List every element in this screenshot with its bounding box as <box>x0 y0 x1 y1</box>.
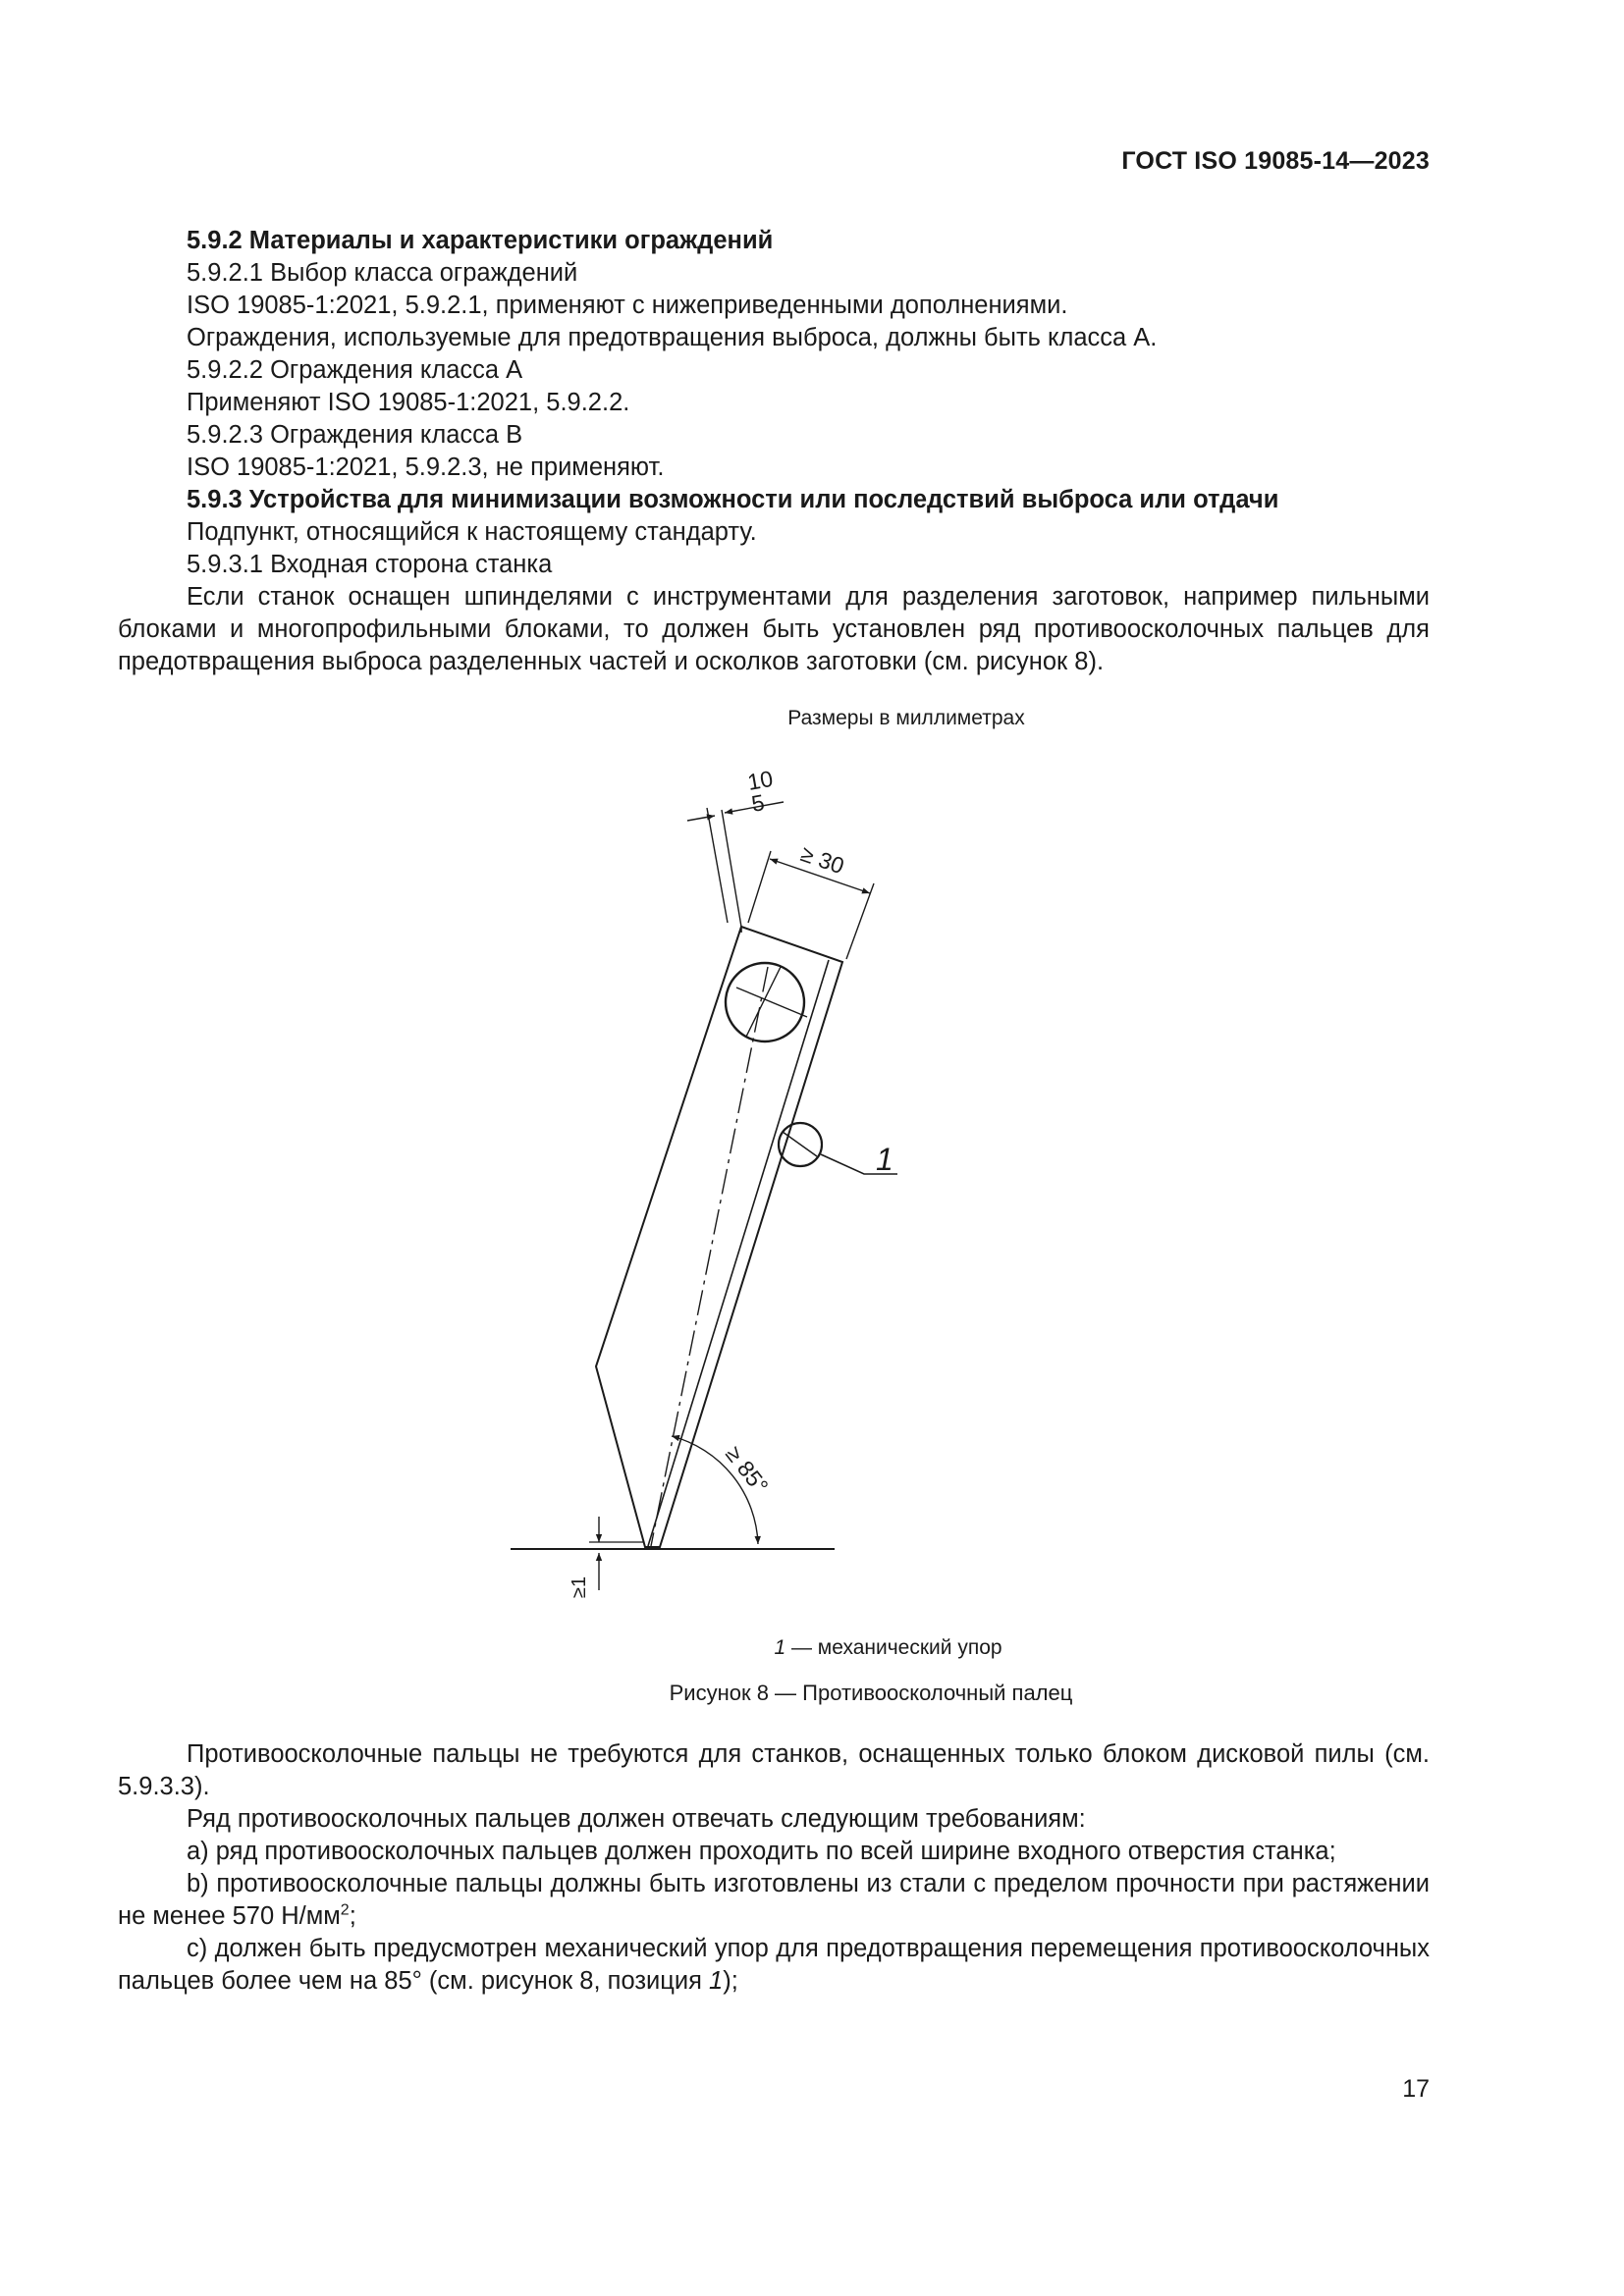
requirements-content <box>118 1738 1430 1998</box>
section-5-9-3-text: Подпункт, относящийся к настоящему стандарту. <box>187 518 757 546</box>
section-5-9-2-1-text-2: Ограждения, используемые для предотвращения выброса, должны быть класса А. <box>187 324 1158 351</box>
page-number: 17 <box>1402 2075 1430 2103</box>
dim-1-label: ≥1 <box>568 1575 590 1598</box>
requirement-item-b-text: b) противоосколочные пальцы должны быть изготовлены из стали с пределом прочности при растяжении не менее 570 Н/мм <box>118 1870 1430 1930</box>
requirement-item-a: a) ряд противоосколочных пальцев должен проходить по всей ширине входного отверстия станка; <box>187 1838 1336 1865</box>
section-5-9-2-1-heading: 5.9.2.1 Выбор класса ограждений <box>187 259 578 287</box>
callout-1-label: 1 <box>876 1142 893 1177</box>
section-5-9-3-1-heading: 5.9.3.1 Входная сторона станка <box>187 551 553 578</box>
requirement-item-c <box>118 1933 1430 1998</box>
section-5-9-2-3-text: ISO 19085-1:2021, 5.9.2.3, не применяют. <box>187 454 665 481</box>
section-5-9-2-content <box>118 225 1430 678</box>
paragraph-requirements-intro: Ряд противоосколочных пальцев должен отвечать следующим требованиям: <box>187 1805 1086 1833</box>
section-5-9-3-heading: 5.9.3 Устройства для минимизации возможности или последствий выброса или отдачи <box>187 486 1279 513</box>
figure-legend <box>0 1636 1624 1660</box>
section-5-9-2-3-heading: 5.9.2.3 Ограждения класса В <box>187 421 523 449</box>
requirement-item-b-end: ; <box>349 1902 356 1930</box>
legend-position-number: 1 <box>774 1636 786 1659</box>
figure-scale-note: Размеры в миллиметрах <box>787 707 1025 729</box>
dim-30-extension-1 <box>748 851 771 923</box>
dim-10-line-left <box>687 816 715 821</box>
pivot-hole <box>726 963 804 1041</box>
legend-description: — механический упор <box>785 1636 1002 1659</box>
dim-30-extension-2 <box>846 883 874 959</box>
requirement-item-c-text: c) должен быть предусмотрен механический упор для предотвращения перемещения противоосколочных пальцев более чем на 85° (см. рисунок 8, позиция <box>118 1935 1430 1995</box>
requirement-item-c-end: ); <box>723 1967 738 1995</box>
section-5-9-2-1-text-1: ISO 19085-1:2021, 5.9.2.1, применяют с нижеприведенными дополнениями. <box>187 292 1068 319</box>
pivot-centerline-v <box>746 967 781 1037</box>
requirement-item-b <box>118 1868 1430 1933</box>
section-5-9-2-2-heading: 5.9.2.2 Ограждения класса А <box>187 356 523 384</box>
paragraph-not-required: Противоосколочные пальцы не требуются для станков, оснащенных только блоком дисковой пилы (см. 5.9.3.3). <box>118 1740 1430 1800</box>
document-header-id: ГОСТ ISO 19085-14—2023 <box>1121 147 1430 175</box>
figure-caption: Рисунок 8 — Противоосколочный палец <box>669 1681 1073 1705</box>
mechanical-stop-chord <box>783 1132 817 1156</box>
requirement-item-b-superscript: 2 <box>340 1901 350 1919</box>
section-5-9-3-1-paragraph: Если станок оснащен шпинделями с инструментами для разделения заготовок, например пильными блоками и многопрофильными блоками, то должен быть установлен ряд противоосколочных пальцев для предотвращения выброса разделенных частей и осколков заготовки (см. рисунок 8). <box>118 583 1430 675</box>
pivot-centerline-h <box>736 988 807 1017</box>
dim-10-label: 10 <box>745 765 776 795</box>
dim-5-label: 5 <box>749 789 767 817</box>
finger-outline <box>596 927 842 1547</box>
section-5-9-2-heading: 5.9.2 Материалы и характеристики ограждений <box>187 227 774 254</box>
dim-30-label: ≥ 30 <box>797 840 848 880</box>
requirement-item-c-position: 1 <box>709 1967 724 1995</box>
dim-85-label: ≥ 85° <box>721 1441 774 1499</box>
section-5-9-2-2-text: Применяют ISO 19085-1:2021, 5.9.2.2. <box>187 389 630 416</box>
figure-8-drawing <box>491 756 903 1600</box>
